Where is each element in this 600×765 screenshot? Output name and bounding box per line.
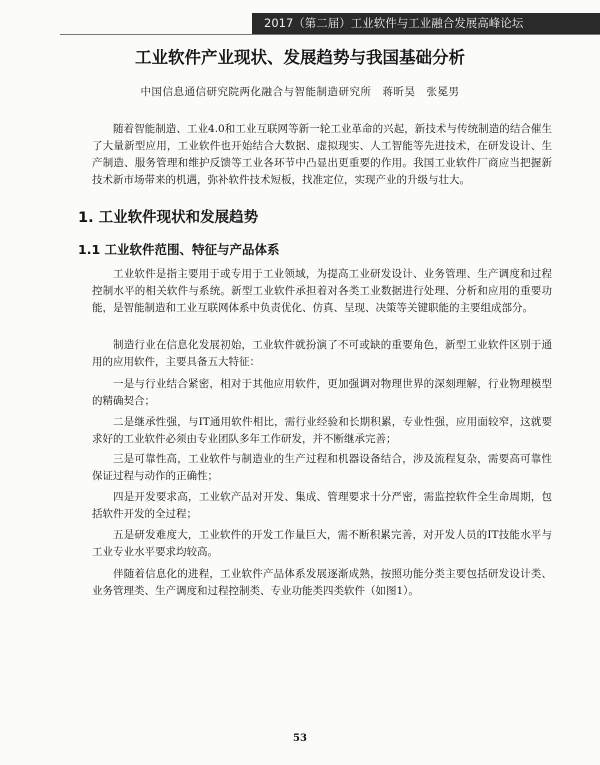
author-affiliation: 中国信息通信研究院两化融合与智能制造研究所 蒋昕昊 张冕男	[140, 86, 460, 98]
body-paragraph-feature-1: 一是与行业结合紧密，相对于其他应用软件，更加强调对物理世界的深刻理解，行业物理模型的精确契合；	[92, 378, 552, 407]
page-number: 53	[293, 733, 307, 744]
body-paragraph-product-system: 伴随着信息化的进程，工业软件产品体系发展逐渐成熟，按照功能分类主要包括研发设计类、业务管理类、生产调度和过程控制类、专业功能类四类软件（如图1）。	[92, 568, 552, 597]
body-paragraph-definition: 工业软件是指主要用于或专用于工业领域，为提高工业研发设计、业务管理、生产调度和过程控制水平的相关软件与系统。新型工业软件承担着对各类工业数据进行处理、分析和应用的重要功能，是智能制造和工业互联网体系中负责优化、仿真、呈现、决策等关键职能的主要组成部分。	[92, 268, 552, 314]
body-paragraph-features-intro: 制造行业在信息化发展初始，工业软件就扮演了不可或缺的重要角色，新型工业软件区别于通用的应用软件，主要具备五大特征：	[92, 339, 552, 368]
body-paragraph-feature-5: 五是研发难度大，工业软件的开发工作量巨大，需不断积累完善，对开发人员的IT技能水平与工业专业水平要求均较高。	[92, 529, 552, 558]
section-1-heading: 1. 工业软件现状和发展趋势	[78, 210, 259, 226]
body-paragraph-feature-4: 四是开发要求高，工业软产品对开发、集成、管理要求十分严密，需监控软件全生命周期，包括软件开发的全过程；	[92, 491, 552, 520]
body-paragraph-feature-2: 二是继承性强，与IT通用软件相比，需行业经验和长期积累，专业性强，应用面较窄，这就要求好的工业软件必须由专业团队多年工作研发，并不断继承完善；	[92, 416, 552, 445]
section-1-1-heading: 1.1 工业软件范围、特征与产品体系	[78, 242, 280, 257]
body-paragraph-feature-3: 三是可靠性高，工业软件与制造业的生产过程和机器设备结合，涉及流程复杂，需要高可靠性保证过程与动作的正确性；	[92, 453, 552, 482]
article-title: 工业软件产业现状、发展趋势与我国基础分析	[135, 48, 465, 67]
running-header: 2017（第二届）工业软件与工业融合发展高峰论坛	[252, 13, 600, 34]
intro-paragraph: 随着智能制造、工业4.0和工业互联网等新一轮工业革命的兴起，新技术与传统制造的结合催生了大量新型应用，工业软件也开始结合大数据、虚拟现实、人工智能等先进技术，在研发设计、生产制造、服务管理和维护反馈等工业各环节中凸显出更重要的作用。我国工业软件厂商应当把握新技术新市场带来的机遇，弥补软件技术短板，找准定位，实现产业的升级与壮大。	[92, 123, 552, 186]
header-divider	[60, 34, 600, 35]
